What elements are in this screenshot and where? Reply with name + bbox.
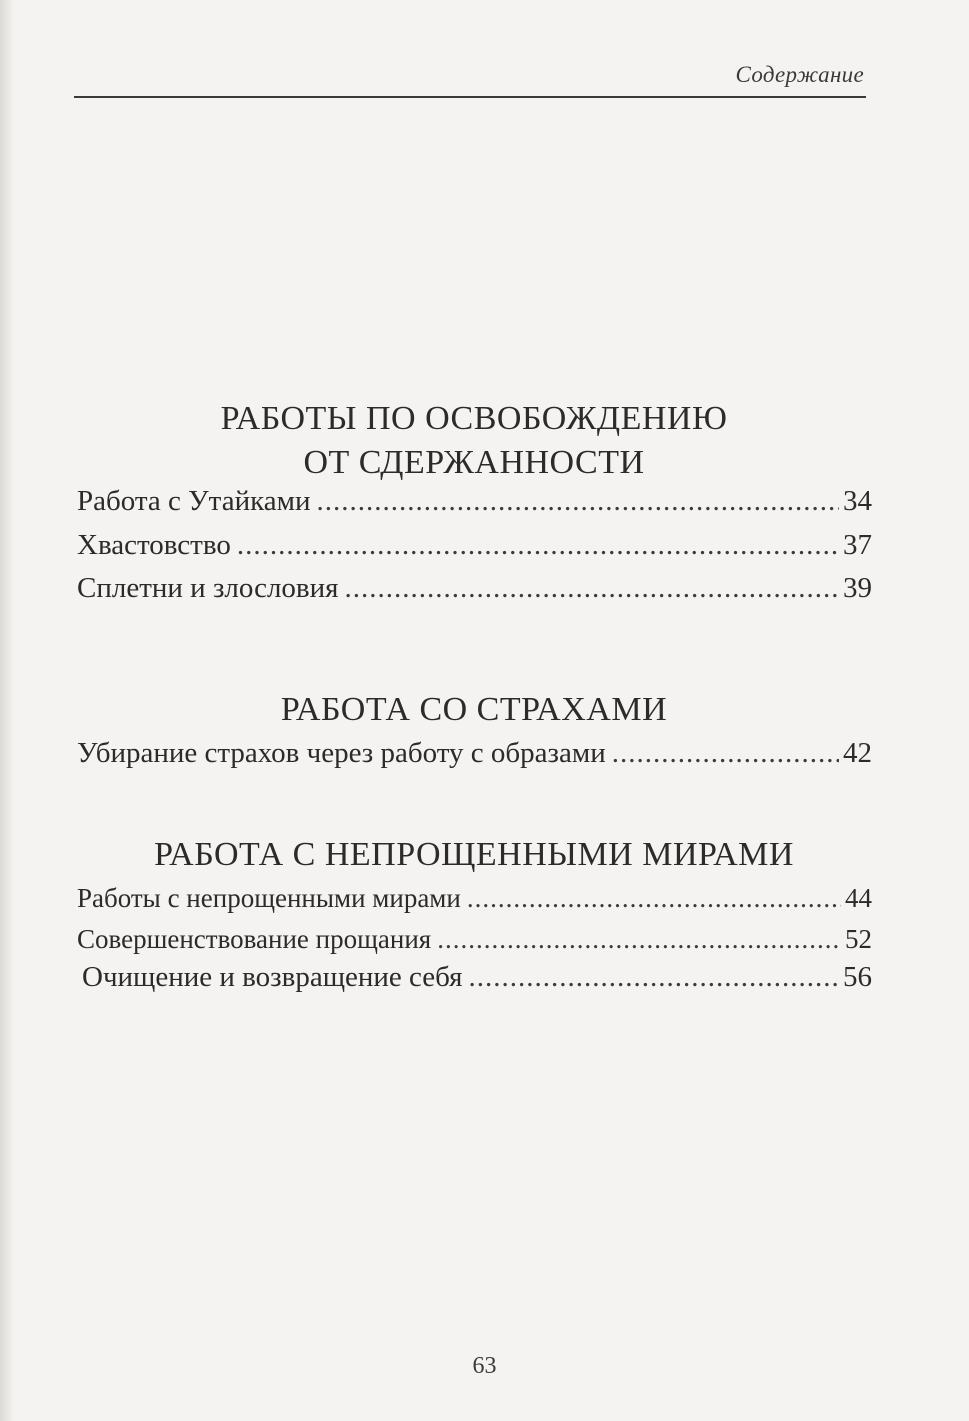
toc-entry-page: 52: [845, 924, 872, 954]
toc-entry-page: 37: [843, 529, 872, 561]
toc-entry-label: Очищение и возвращение себя: [82, 961, 463, 993]
dot-leader: [612, 735, 839, 771]
toc-entry-page: 56: [843, 961, 872, 993]
toc-entry-label: Работы с непрощенными мирами: [77, 883, 461, 913]
toc-entry-page: 34: [843, 485, 872, 517]
section-title-line: РАБОТЫ ПО ОСВОБОЖДЕНИЮ: [220, 400, 728, 437]
section-title-line: ОТ СДЕРЖАННОСТИ: [303, 444, 645, 481]
toc-entry-page: 44: [845, 883, 872, 913]
dot-leader: [237, 527, 839, 563]
toc-entry-page: 42: [843, 737, 872, 769]
running-header-title: Содержание: [735, 62, 864, 87]
toc-entry-page: 39: [843, 572, 872, 604]
section-title-line: РАБОТА СО СТРАХАМИ: [280, 691, 668, 728]
toc-entry[interactable]: [82, 959, 872, 995]
toc-entry[interactable]: [77, 921, 872, 957]
toc-entry[interactable]: [77, 570, 872, 606]
toc-entry-label: Убирание страхов через работу с образами: [77, 737, 606, 769]
binding-shadow: [0, 0, 14, 1421]
toc-entry-label: Хвастовство: [77, 529, 231, 561]
toc-entry-label: Сплетни и злословия: [77, 572, 339, 604]
toc-entry[interactable]: [77, 880, 872, 916]
section-title-unforgiven: [74, 833, 874, 877]
section-title-fears: [74, 688, 874, 732]
toc-entry[interactable]: [77, 483, 872, 519]
page-number: 63: [472, 1353, 497, 1379]
toc-entry[interactable]: [77, 527, 872, 563]
section-title-line: РАБОТА С НЕПРОЩЕННЫМИ МИРАМИ: [154, 836, 794, 873]
dot-leader: [467, 880, 841, 916]
dot-leader: [437, 921, 841, 957]
toc-entry[interactable]: [77, 735, 872, 771]
dot-leader: [344, 570, 839, 606]
section-title-restraint: [74, 397, 874, 485]
toc-entry-label: Работа с Утайками: [77, 485, 311, 517]
dot-leader: [469, 959, 839, 995]
toc-entry-label: Совершенствование прощания: [77, 924, 432, 954]
header-rule: [74, 96, 866, 98]
dot-leader: [317, 483, 840, 519]
